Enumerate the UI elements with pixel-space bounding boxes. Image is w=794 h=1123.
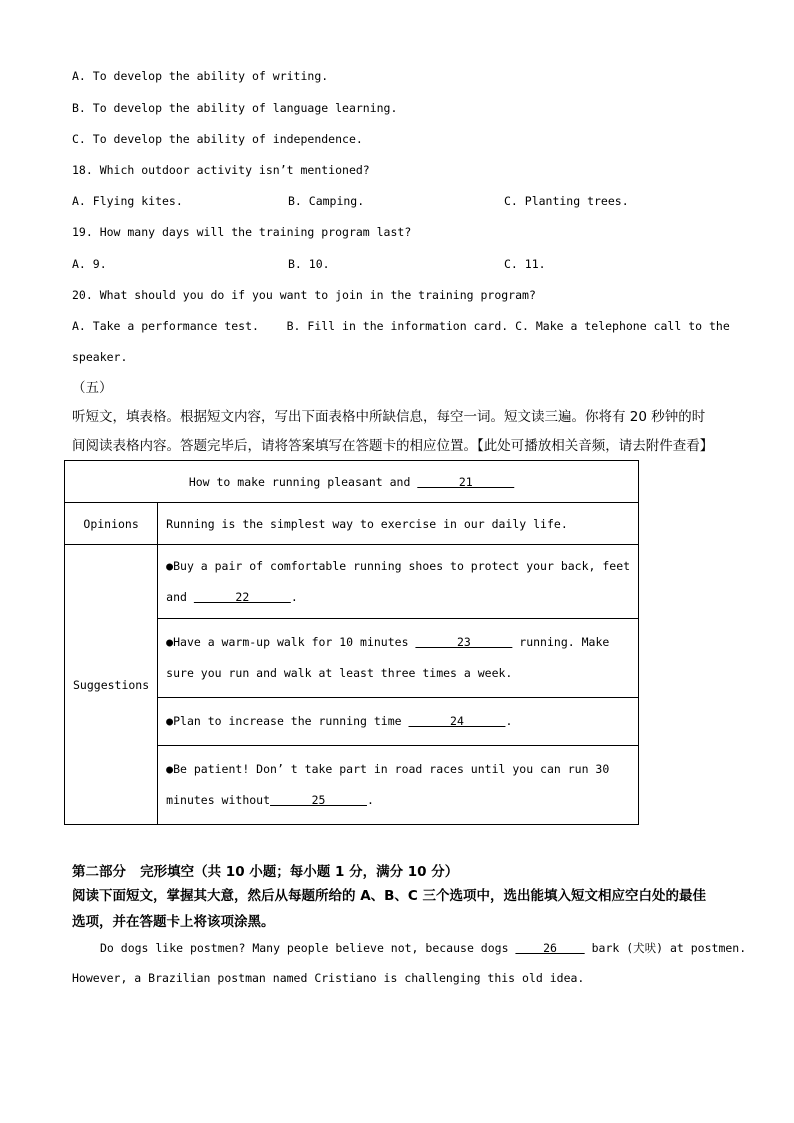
q18-question: 18. Which outdoor activity isn’t mentioned?	[72, 163, 370, 177]
blank-26: 26	[515, 941, 585, 955]
section-5-instruction-line1: 听短文，填表格。根据短文内容，写出下面表格中所缺信息，每空一词。短文读三遍。你将有 20 秒钟的时	[72, 409, 706, 425]
suggestion-3-end: .	[505, 714, 513, 728]
suggestion-2	[158, 619, 639, 698]
blank-22: 22	[193, 589, 291, 604]
q19-option-b: B. 10.	[288, 257, 330, 271]
suggestion-4-line2-text: minutes without	[166, 793, 271, 807]
suggestion-4-line1: ●Be patient! Don’ t take part in road races until you can run 30	[166, 762, 610, 776]
suggestion-4-line2-end: .	[366, 793, 374, 807]
suggestion-1-line2-end: .	[290, 589, 298, 604]
q19-option-a: A. 9.	[72, 257, 107, 271]
passage-line2: However, a Brazilian postman named Cristiano is challenging this old idea.	[72, 971, 585, 985]
passage-line1-text: Do dogs like postmen? Many people believe not, because dogs	[100, 941, 516, 955]
blank-21: 21	[417, 474, 515, 489]
passage-line1	[100, 940, 746, 956]
q20-options-line1: A. Take a performance test. B. Fill in the information card. C. Make a telephone call to the	[72, 319, 730, 333]
q17-option-a: A. To develop the ability of writing.	[72, 69, 329, 83]
blank-25: 25	[270, 793, 367, 807]
suggestion-2-line1-end: running. Make	[512, 635, 610, 649]
table-title-cell	[65, 461, 639, 503]
suggestion-1	[158, 545, 639, 619]
q19-option-c: C. 11.	[504, 257, 546, 271]
opinions-label: Opinions	[65, 503, 158, 545]
part-2-instruction-line2: 选项，并在答题卡上将该项涂黑。	[72, 914, 275, 930]
q18-option-c: C. Planting trees.	[504, 194, 629, 208]
suggestion-4-line2	[166, 785, 630, 816]
suggestion-2-line2: sure you run and walk at least three times a week.	[166, 666, 513, 680]
suggestion-1-line1: ●Buy a pair of comfortable running shoes to protect your back, feet	[166, 558, 631, 573]
q18-option-b: B. Camping.	[288, 194, 365, 208]
suggestion-4	[158, 746, 639, 825]
q19-question: 19. How many days will the training program last?	[72, 225, 412, 239]
passage-line1-end: bark (犬吠) at postmen.	[584, 941, 747, 955]
section-5-heading: （五）	[72, 380, 113, 396]
suggestion-1-line2-text: and	[166, 589, 194, 604]
table-title: How to make running pleasant and	[188, 474, 418, 489]
suggestion-3-line1	[166, 706, 630, 737]
q18-option-a: A. Flying kites.	[72, 194, 183, 208]
section-5-instruction-line2: 间阅读表格内容。答题完毕后，请将答案填写在答题卡的相应位置。【此处可播放相关音频，请去附件查看】	[72, 438, 714, 454]
q17-option-c: C. To develop the ability of independence.	[72, 132, 363, 146]
suggestion-2-line1-text: ●Have a warm-up walk for 10 minutes	[166, 635, 416, 649]
blank-24: 24	[408, 714, 506, 728]
suggestion-row-1	[65, 545, 639, 619]
part-2-heading: 第二部分 完形填空（共 10 小题；每小题 1 分，满分 10 分）	[72, 864, 459, 880]
suggestion-3	[158, 698, 639, 746]
q20-options-line2: speaker.	[72, 350, 128, 364]
suggestions-label: Suggestions	[65, 545, 158, 825]
suggestion-2-line1	[166, 627, 630, 658]
running-info-table	[64, 460, 639, 825]
opinions-row	[65, 503, 639, 545]
part-2-instruction-line1: 阅读下面短文，掌握其大意，然后从每题所给的 A、B、C 三个选项中，选出能填入短文相应空白处的最佳	[72, 888, 707, 904]
q17-option-b: B. To develop the ability of language learning.	[72, 101, 398, 115]
opinions-text: Running is the simplest way to exercise in our daily life.	[158, 503, 639, 545]
suggestion-3-text: ●Plan to increase the running time	[166, 714, 409, 728]
suggestion-1-line2	[166, 582, 630, 613]
q20-question: 20. What should you do if you want to join in the training program?	[72, 288, 536, 302]
table-title-row	[65, 461, 639, 503]
blank-23: 23	[415, 635, 513, 649]
